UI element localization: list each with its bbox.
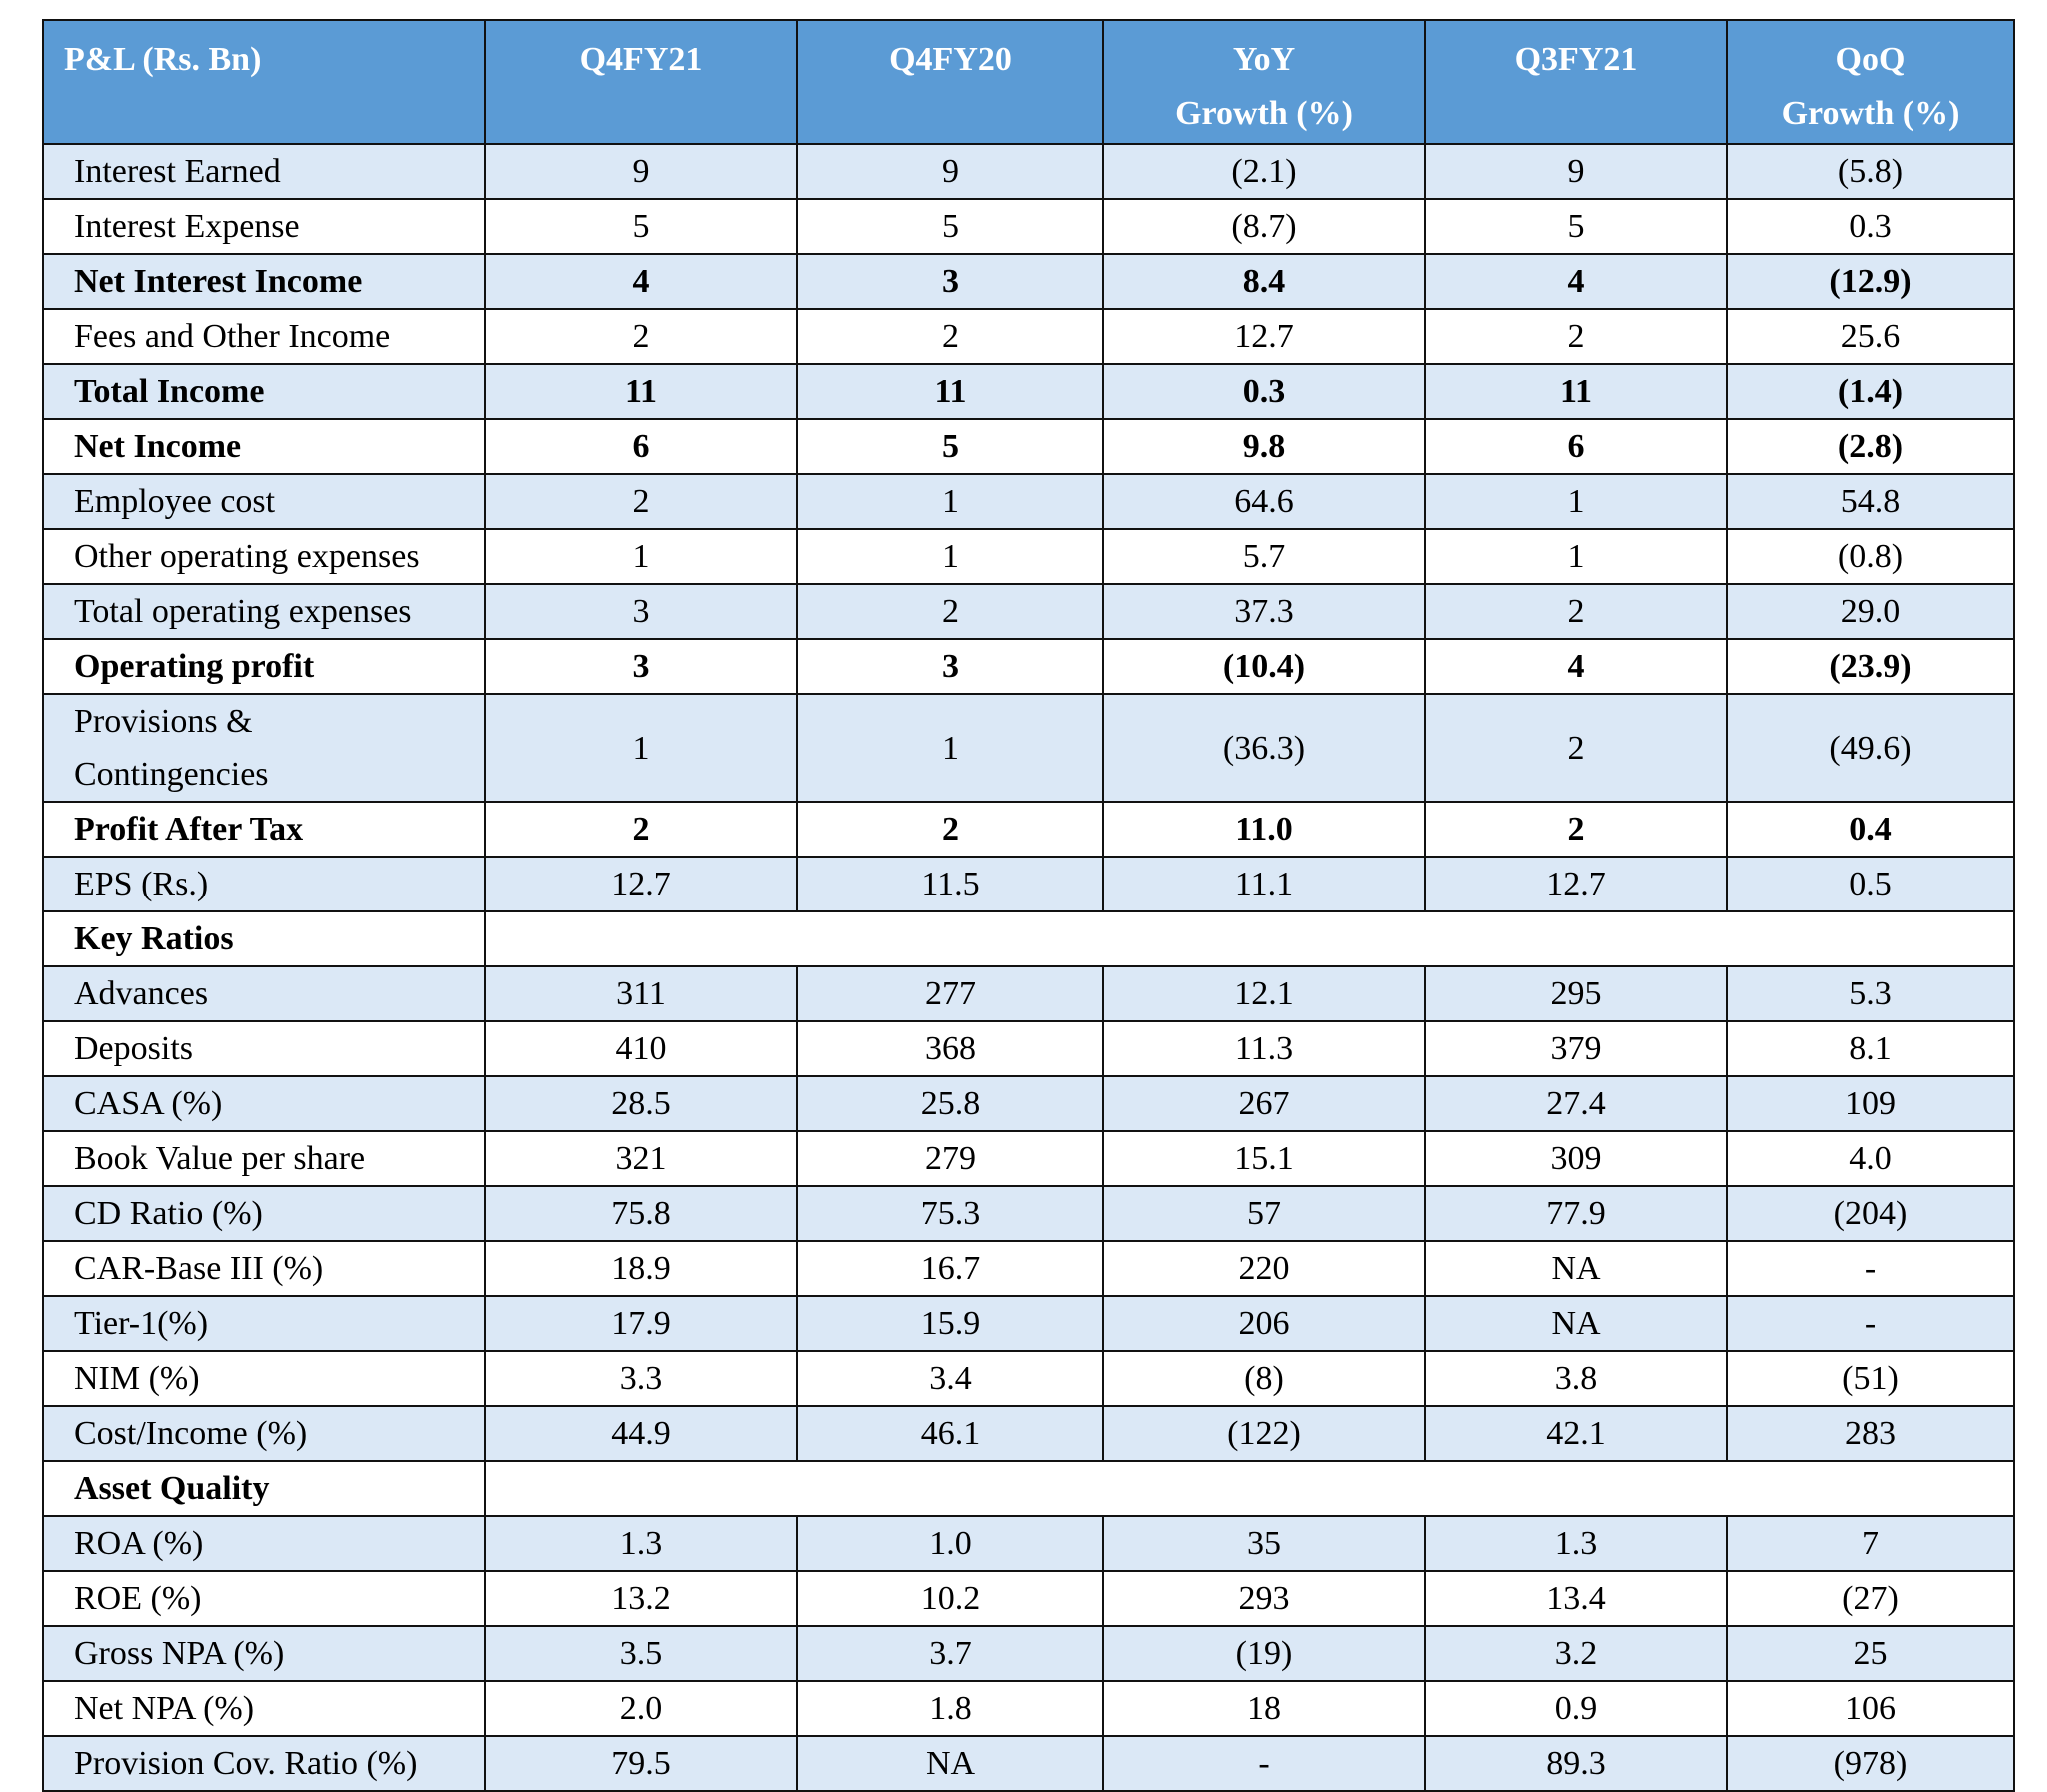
- row-label: Fees and Other Income: [43, 309, 485, 364]
- table-row: [43, 1736, 2014, 1791]
- row-label: ROE (%): [43, 1571, 485, 1626]
- row-label: Net NPA (%): [43, 1681, 485, 1736]
- cell-qoq: (23.9): [1727, 639, 2014, 694]
- cell-q3fy21: 1.3: [1425, 1516, 1727, 1571]
- table-row: [43, 1021, 2014, 1076]
- cell-yoy: (19): [1103, 1626, 1425, 1681]
- row-label: Profit After Tax: [43, 802, 485, 857]
- cell-q4fy21: 3: [485, 639, 797, 694]
- cell-q4fy20: 5: [797, 419, 1103, 474]
- cell-q3fy21: NA: [1425, 1296, 1727, 1351]
- cell-q4fy20: 1: [797, 474, 1103, 529]
- cell-q4fy21: 1: [485, 529, 797, 584]
- cell-q4fy21: 3: [485, 584, 797, 639]
- cell-qoq: 5.3: [1727, 966, 2014, 1021]
- cell-qoq: (5.8): [1727, 144, 2014, 199]
- cell-qoq: (27): [1727, 1571, 2014, 1626]
- section-title: Key Ratios: [43, 911, 485, 966]
- row-label: Book Value per share: [43, 1131, 485, 1186]
- cell-q4fy21: 410: [485, 1021, 797, 1076]
- cell-q3fy21: 9: [1425, 144, 1727, 199]
- cell-q3fy21: 13.4: [1425, 1571, 1727, 1626]
- cell-yoy: 0.3: [1103, 364, 1425, 419]
- section-spacer: [485, 1461, 2014, 1516]
- cell-q4fy21: 1.3: [485, 1516, 797, 1571]
- cell-q4fy21: 18.9: [485, 1241, 797, 1296]
- cell-yoy: 18: [1103, 1681, 1425, 1736]
- table-row: [43, 364, 2014, 419]
- cell-q4fy20: 10.2: [797, 1571, 1103, 1626]
- cell-qoq: 25: [1727, 1626, 2014, 1681]
- cell-q4fy20: 46.1: [797, 1406, 1103, 1461]
- row-label: Advances: [43, 966, 485, 1021]
- cell-yoy: (10.4): [1103, 639, 1425, 694]
- cell-qoq: 0.4: [1727, 802, 2014, 857]
- row-label: CAR-Base III (%): [43, 1241, 485, 1296]
- cell-yoy: 12.1: [1103, 966, 1425, 1021]
- cell-qoq: (204): [1727, 1186, 2014, 1241]
- cell-yoy: (36.3): [1103, 694, 1425, 802]
- cell-yoy: 8.4: [1103, 254, 1425, 309]
- table-row: [43, 1241, 2014, 1296]
- cell-q4fy21: 12.7: [485, 857, 797, 911]
- cell-yoy: 57: [1103, 1186, 1425, 1241]
- cell-q3fy21: 5: [1425, 199, 1727, 254]
- cell-q4fy21: 11: [485, 364, 797, 419]
- cell-q4fy21: 6: [485, 419, 797, 474]
- table-row: [43, 529, 2014, 584]
- table-row: [43, 1076, 2014, 1131]
- row-label-line1: Provisions &: [74, 703, 253, 740]
- cell-q4fy20: 11: [797, 364, 1103, 419]
- cell-q3fy21: 3.8: [1425, 1351, 1727, 1406]
- cell-q3fy21: 27.4: [1425, 1076, 1727, 1131]
- row-label: CD Ratio (%): [43, 1186, 485, 1241]
- cell-q4fy21: 2: [485, 474, 797, 529]
- cell-q4fy20: 15.9: [797, 1296, 1103, 1351]
- table-row: [43, 802, 2014, 857]
- table-row: [43, 1571, 2014, 1626]
- cell-q4fy20: 2: [797, 584, 1103, 639]
- header-q4fy21: Q4FY21: [485, 20, 797, 144]
- row-label: CASA (%): [43, 1076, 485, 1131]
- cell-q4fy20: 368: [797, 1021, 1103, 1076]
- cell-qoq: (1.4): [1727, 364, 2014, 419]
- cell-qoq: 54.8: [1727, 474, 2014, 529]
- section-header-key-ratios: [43, 911, 2014, 966]
- cell-q4fy21: 321: [485, 1131, 797, 1186]
- section-header-asset-quality: [43, 1461, 2014, 1516]
- table-row: [43, 254, 2014, 309]
- cell-yoy: (8.7): [1103, 199, 1425, 254]
- table-row: [43, 1296, 2014, 1351]
- table-row: [43, 1351, 2014, 1406]
- cell-yoy: 267: [1103, 1076, 1425, 1131]
- cell-q3fy21: 11: [1425, 364, 1727, 419]
- header-qoq-line2: Growth (%): [1781, 95, 1960, 132]
- cell-qoq: 109: [1727, 1076, 2014, 1131]
- row-label: Operating profit: [43, 639, 485, 694]
- cell-q4fy21: 2.0: [485, 1681, 797, 1736]
- row-label: NIM (%): [43, 1351, 485, 1406]
- cell-q3fy21: 6: [1425, 419, 1727, 474]
- cell-yoy: 12.7: [1103, 309, 1425, 364]
- cell-yoy: (8): [1103, 1351, 1425, 1406]
- cell-q3fy21: 4: [1425, 254, 1727, 309]
- cell-q3fy21: 89.3: [1425, 1736, 1727, 1791]
- row-label: Net Interest Income: [43, 254, 485, 309]
- row-label: Employee cost: [43, 474, 485, 529]
- row-label: Interest Expense: [43, 199, 485, 254]
- financial-summary-table: [42, 19, 2015, 1792]
- cell-q4fy20: 9: [797, 144, 1103, 199]
- header-qoq: [1727, 20, 2014, 144]
- cell-q4fy21: 28.5: [485, 1076, 797, 1131]
- header-yoy-line1: YoY: [1232, 41, 1296, 78]
- cell-q4fy21: 2: [485, 309, 797, 364]
- table-row: [43, 639, 2014, 694]
- cell-qoq: 8.1: [1727, 1021, 2014, 1076]
- cell-qoq: (0.8): [1727, 529, 2014, 584]
- table-row: [43, 857, 2014, 911]
- cell-q3fy21: 42.1: [1425, 1406, 1727, 1461]
- cell-q4fy20: 11.5: [797, 857, 1103, 911]
- row-label-line2: Contingencies: [74, 756, 269, 793]
- table-row: [43, 694, 2014, 802]
- table-row: [43, 474, 2014, 529]
- row-label: Tier-1(%): [43, 1296, 485, 1351]
- cell-yoy: 15.1: [1103, 1131, 1425, 1186]
- table-row: [43, 1681, 2014, 1736]
- cell-qoq: -: [1727, 1296, 2014, 1351]
- row-label: EPS (Rs.): [43, 857, 485, 911]
- header-yoy: [1103, 20, 1425, 144]
- cell-qoq: (2.8): [1727, 419, 2014, 474]
- cell-qoq: -: [1727, 1241, 2014, 1296]
- cell-qoq: (51): [1727, 1351, 2014, 1406]
- row-label: Interest Earned: [43, 144, 485, 199]
- header-q4fy20: Q4FY20: [797, 20, 1103, 144]
- cell-yoy: 293: [1103, 1571, 1425, 1626]
- table-row: [43, 966, 2014, 1021]
- cell-yoy: 37.3: [1103, 584, 1425, 639]
- cell-yoy: 11.3: [1103, 1021, 1425, 1076]
- cell-q4fy21: 9: [485, 144, 797, 199]
- cell-q3fy21: NA: [1425, 1241, 1727, 1296]
- table-row: [43, 199, 2014, 254]
- header-yoy-line2: Growth (%): [1175, 95, 1353, 132]
- cell-q4fy20: 3: [797, 254, 1103, 309]
- header-pl: P&L (Rs. Bn): [43, 20, 485, 144]
- cell-qoq: (978): [1727, 1736, 2014, 1791]
- cell-q4fy20: 1.0: [797, 1516, 1103, 1571]
- table-row: [43, 1516, 2014, 1571]
- cell-q3fy21: 1: [1425, 529, 1727, 584]
- cell-q4fy20: 16.7: [797, 1241, 1103, 1296]
- cell-yoy: 64.6: [1103, 474, 1425, 529]
- cell-q4fy21: 4: [485, 254, 797, 309]
- row-label: Cost/Income (%): [43, 1406, 485, 1461]
- cell-q3fy21: 2: [1425, 802, 1727, 857]
- cell-q3fy21: 3.2: [1425, 1626, 1727, 1681]
- cell-yoy: -: [1103, 1736, 1425, 1791]
- cell-q4fy21: 3.5: [485, 1626, 797, 1681]
- cell-q4fy20: 5: [797, 199, 1103, 254]
- cell-yoy: 11.1: [1103, 857, 1425, 911]
- cell-q4fy20: 3.7: [797, 1626, 1103, 1681]
- table-row: [43, 419, 2014, 474]
- cell-q4fy21: 311: [485, 966, 797, 1021]
- cell-q4fy21: 75.8: [485, 1186, 797, 1241]
- cell-qoq: (12.9): [1727, 254, 2014, 309]
- row-label: Net Income: [43, 419, 485, 474]
- cell-qoq: 283: [1727, 1406, 2014, 1461]
- cell-yoy: 11.0: [1103, 802, 1425, 857]
- row-label: ROA (%): [43, 1516, 485, 1571]
- table-row: [43, 1406, 2014, 1461]
- row-label: [43, 694, 485, 802]
- cell-q3fy21: 2: [1425, 584, 1727, 639]
- cell-q4fy20: 3: [797, 639, 1103, 694]
- cell-q3fy21: 2: [1425, 694, 1727, 802]
- cell-q4fy20: 75.3: [797, 1186, 1103, 1241]
- cell-q4fy20: 279: [797, 1131, 1103, 1186]
- cell-yoy: (2.1): [1103, 144, 1425, 199]
- cell-qoq: 0.5: [1727, 857, 2014, 911]
- cell-q3fy21: 1: [1425, 474, 1727, 529]
- cell-q3fy21: 12.7: [1425, 857, 1727, 911]
- cell-qoq: 29.0: [1727, 584, 2014, 639]
- cell-yoy: 206: [1103, 1296, 1425, 1351]
- cell-q4fy21: 79.5: [485, 1736, 797, 1791]
- table-row: [43, 309, 2014, 364]
- cell-qoq: 4.0: [1727, 1131, 2014, 1186]
- cell-yoy: 9.8: [1103, 419, 1425, 474]
- cell-qoq: 0.3: [1727, 199, 2014, 254]
- cell-q4fy20: 1: [797, 529, 1103, 584]
- cell-q3fy21: 309: [1425, 1131, 1727, 1186]
- cell-q4fy21: 13.2: [485, 1571, 797, 1626]
- table-row: [43, 584, 2014, 639]
- cell-q4fy20: 3.4: [797, 1351, 1103, 1406]
- row-label: Gross NPA (%): [43, 1626, 485, 1681]
- cell-yoy: 5.7: [1103, 529, 1425, 584]
- row-label: Other operating expenses: [43, 529, 485, 584]
- row-label: Deposits: [43, 1021, 485, 1076]
- cell-qoq: 7: [1727, 1516, 2014, 1571]
- header-q3fy21: Q3FY21: [1425, 20, 1727, 144]
- cell-q4fy20: 1: [797, 694, 1103, 802]
- header-qoq-line1: QoQ: [1835, 41, 1906, 78]
- cell-qoq: (49.6): [1727, 694, 2014, 802]
- section-spacer: [485, 911, 2014, 966]
- table-row: [43, 144, 2014, 199]
- table-row: [43, 1131, 2014, 1186]
- cell-q3fy21: 4: [1425, 639, 1727, 694]
- cell-q4fy21: 5: [485, 199, 797, 254]
- cell-q3fy21: 77.9: [1425, 1186, 1727, 1241]
- cell-q3fy21: 295: [1425, 966, 1727, 1021]
- row-label: Provision Cov. Ratio (%): [43, 1736, 485, 1791]
- cell-q4fy20: 1.8: [797, 1681, 1103, 1736]
- cell-q4fy20: 25.8: [797, 1076, 1103, 1131]
- cell-q4fy21: 2: [485, 802, 797, 857]
- row-label: Total operating expenses: [43, 584, 485, 639]
- table-row: [43, 1626, 2014, 1681]
- cell-q3fy21: 0.9: [1425, 1681, 1727, 1736]
- cell-q3fy21: 2: [1425, 309, 1727, 364]
- header-row: [43, 20, 2014, 144]
- cell-yoy: 35: [1103, 1516, 1425, 1571]
- cell-q4fy20: NA: [797, 1736, 1103, 1791]
- cell-qoq: 25.6: [1727, 309, 2014, 364]
- section-title: Asset Quality: [43, 1461, 485, 1516]
- cell-q3fy21: 379: [1425, 1021, 1727, 1076]
- cell-q4fy21: 1: [485, 694, 797, 802]
- table-row: [43, 1186, 2014, 1241]
- cell-q4fy21: 3.3: [485, 1351, 797, 1406]
- cell-yoy: (122): [1103, 1406, 1425, 1461]
- cell-q4fy21: 44.9: [485, 1406, 797, 1461]
- cell-q4fy20: 2: [797, 802, 1103, 857]
- cell-yoy: 220: [1103, 1241, 1425, 1296]
- cell-q4fy20: 277: [797, 966, 1103, 1021]
- cell-q4fy21: 17.9: [485, 1296, 797, 1351]
- row-label: Total Income: [43, 364, 485, 419]
- cell-q4fy20: 2: [797, 309, 1103, 364]
- cell-qoq: 106: [1727, 1681, 2014, 1736]
